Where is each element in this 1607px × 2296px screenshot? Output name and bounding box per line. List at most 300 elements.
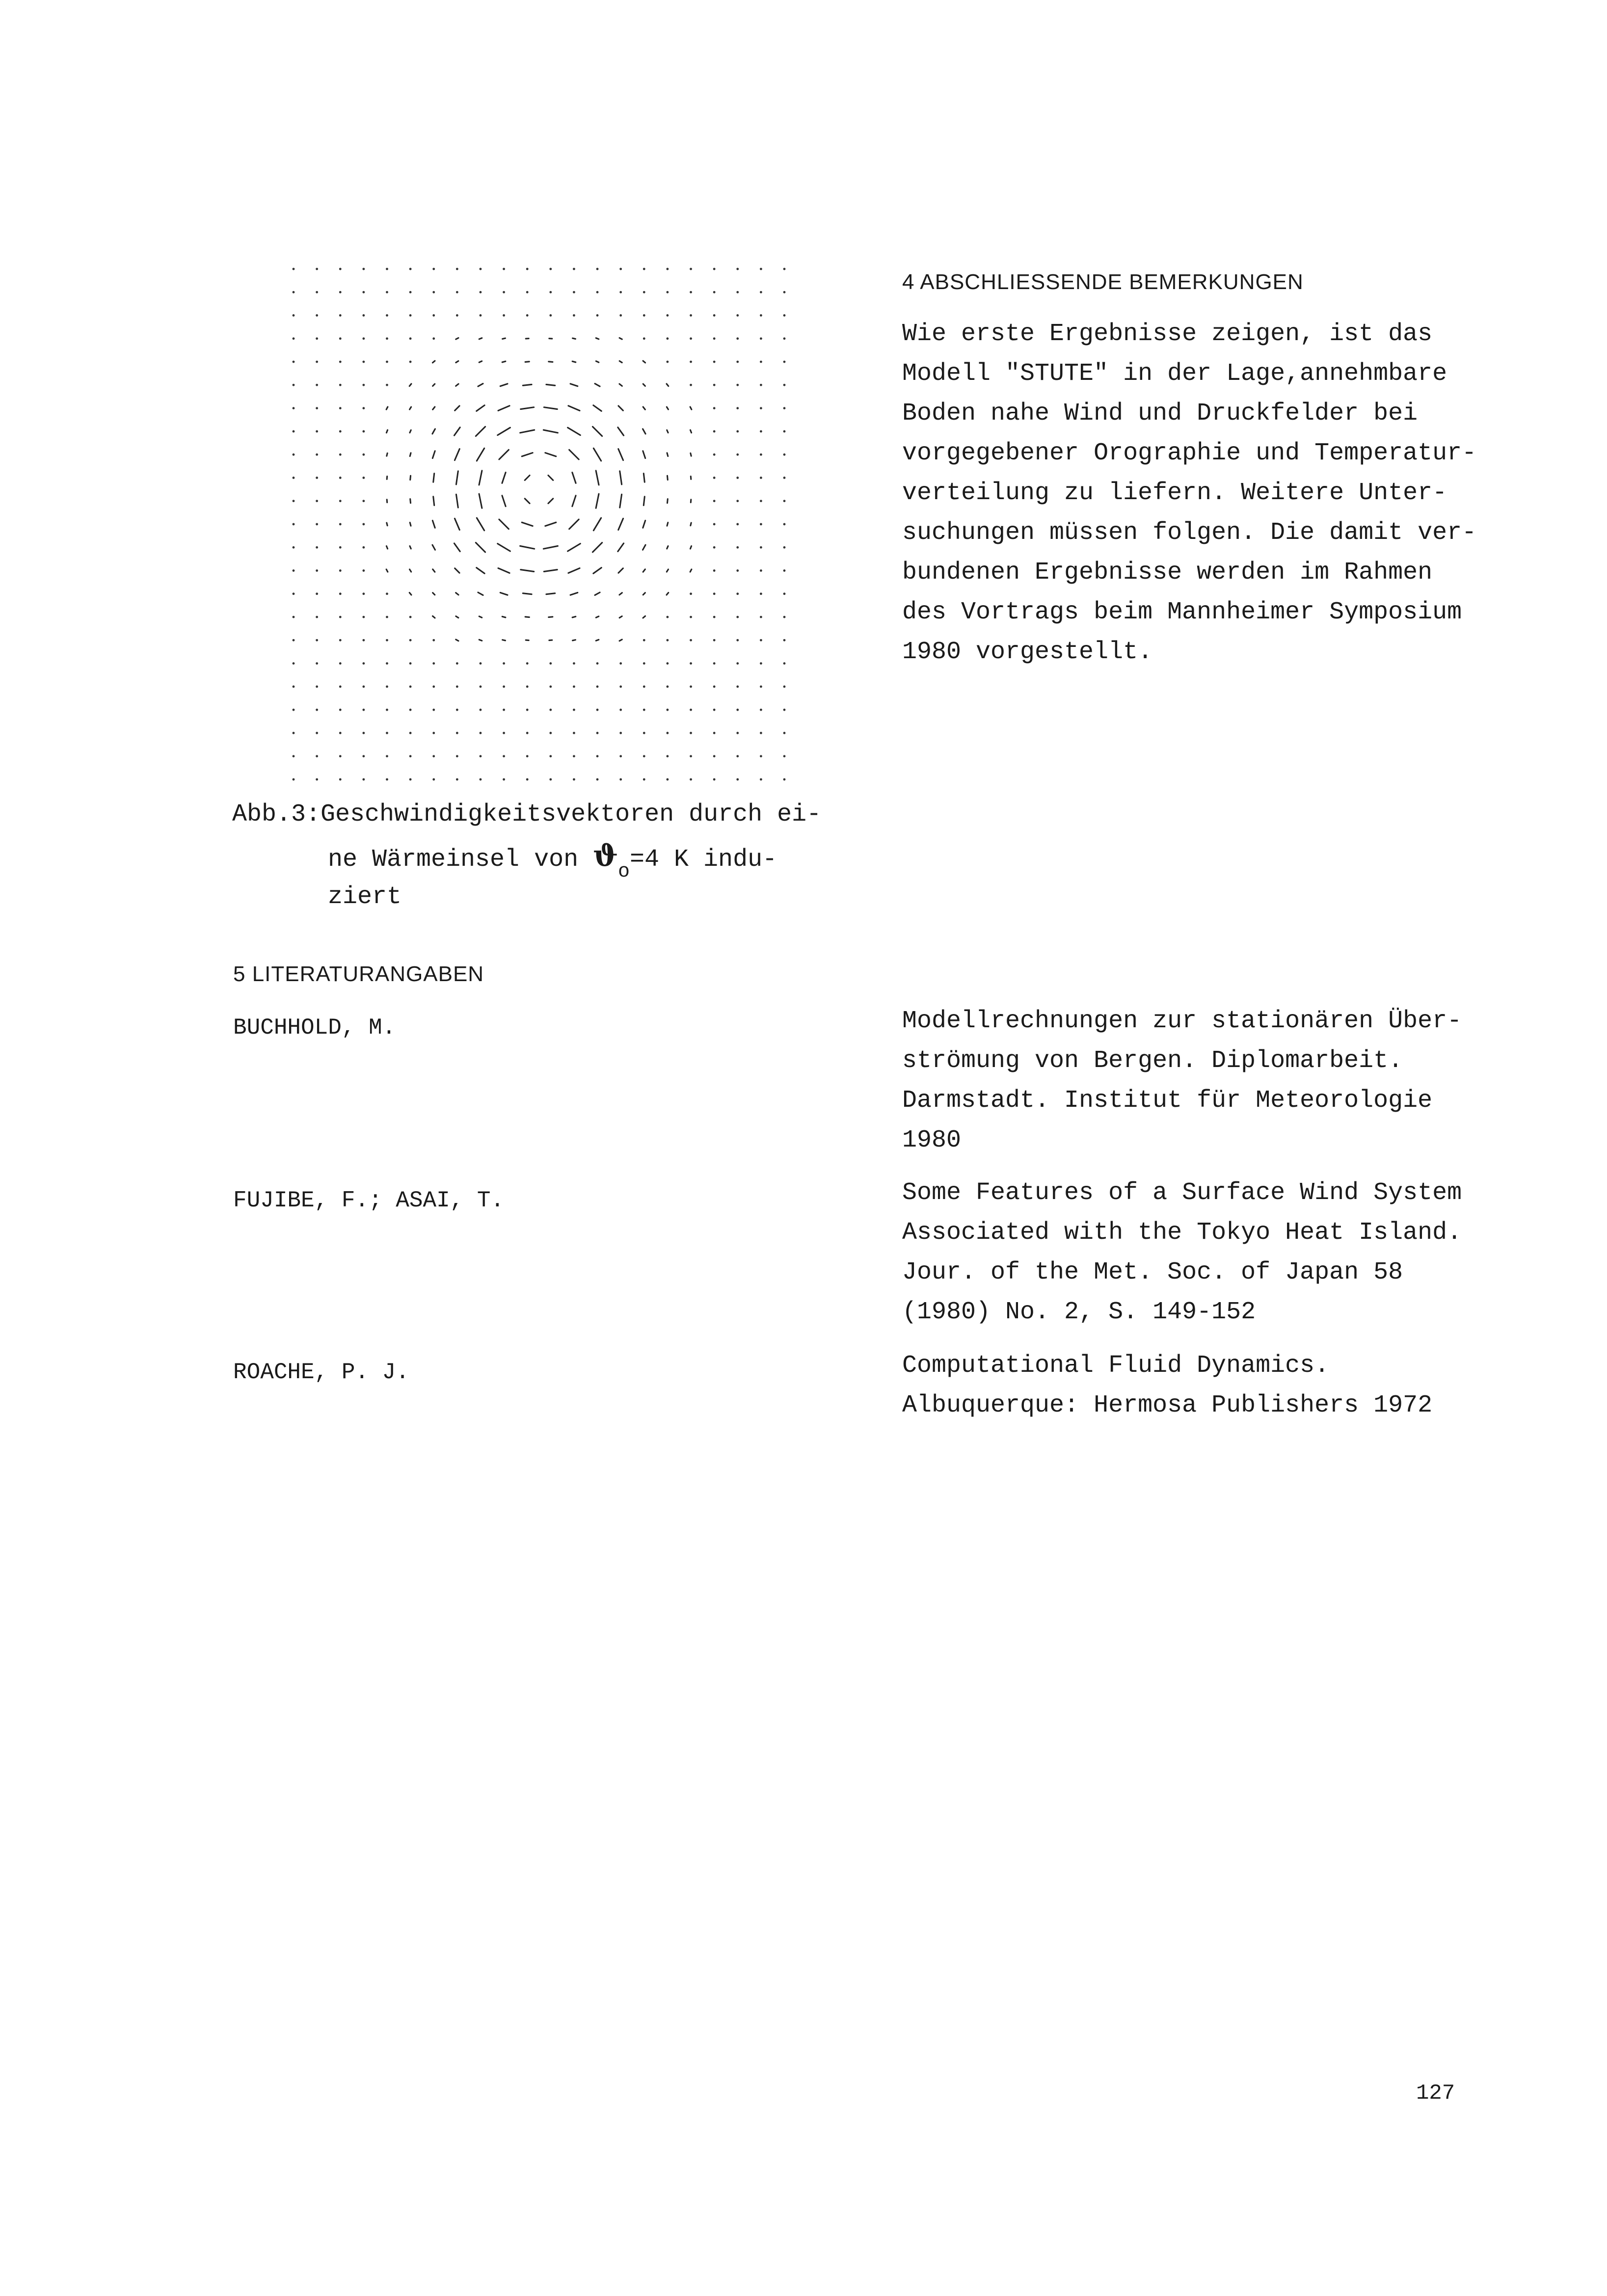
figure-caption-text: Abb.3:Geschwindigkeitsvektoren durch ei- xyxy=(232,801,822,828)
vector-mark xyxy=(526,732,529,734)
vector-mark xyxy=(596,338,599,339)
vector-mark xyxy=(432,709,435,711)
vector-mark xyxy=(736,709,739,711)
vector-mark xyxy=(410,476,411,480)
vector-mark xyxy=(526,314,529,317)
vector-mark xyxy=(456,361,458,363)
vector-mark xyxy=(432,291,435,294)
vector-mark xyxy=(525,476,530,481)
vector-mark xyxy=(386,569,388,572)
vector-mark xyxy=(596,709,599,711)
vector-mark xyxy=(339,361,342,363)
vector-mark xyxy=(498,406,509,411)
vector-mark xyxy=(760,407,762,409)
vector-mark xyxy=(596,686,599,688)
vector-mark xyxy=(521,407,534,409)
vector-mark xyxy=(339,639,342,641)
vector-mark xyxy=(386,778,388,781)
vector-mark xyxy=(479,471,482,485)
vector-mark xyxy=(783,732,786,734)
vector-mark xyxy=(713,592,716,595)
vector-mark xyxy=(316,616,318,618)
vector-mark xyxy=(736,616,739,618)
vector-mark xyxy=(523,384,532,385)
vector-mark xyxy=(456,471,458,484)
vector-mark xyxy=(503,640,506,641)
vector-mark xyxy=(667,778,669,781)
vector-mark xyxy=(573,314,575,317)
vector-mark xyxy=(386,291,388,294)
vector-mark xyxy=(316,639,318,641)
vector-mark xyxy=(667,616,669,618)
vector-mark xyxy=(619,755,622,757)
vector-mark xyxy=(592,427,602,436)
vector-mark xyxy=(643,569,645,572)
vector-mark xyxy=(476,427,485,436)
text-line: Associated with the Tokyo Heat Island. xyxy=(902,1219,1462,1247)
page-number: 127 xyxy=(1416,2081,1455,2106)
vector-mark xyxy=(432,268,435,270)
vector-mark xyxy=(386,268,388,270)
vector-mark xyxy=(713,314,716,317)
figure-caption-line-2 xyxy=(328,835,777,882)
text-line: suchungen müssen folgen. Die damit ver- xyxy=(902,519,1477,547)
vector-mark xyxy=(479,361,482,363)
vector-mark xyxy=(543,546,558,549)
vector-mark xyxy=(569,450,579,459)
vector-mark xyxy=(713,291,716,294)
vector-mark xyxy=(409,709,412,711)
reference-author: ROACHE, P. J. xyxy=(233,1360,409,1385)
vector-mark xyxy=(760,430,762,433)
vector-mark xyxy=(568,427,581,435)
vector-mark xyxy=(339,291,342,294)
vector-mark xyxy=(713,337,716,340)
vector-mark xyxy=(783,709,786,711)
vector-mark xyxy=(643,429,646,434)
vector-mark xyxy=(478,384,483,387)
vector-mark xyxy=(432,778,435,781)
vector-mark xyxy=(432,314,435,317)
vector-mark xyxy=(455,518,459,530)
vector-mark xyxy=(316,500,318,502)
vector-mark xyxy=(690,709,692,711)
vector-mark xyxy=(593,405,602,411)
vector-mark xyxy=(760,523,762,526)
vector-mark xyxy=(736,268,739,270)
vector-mark xyxy=(316,709,318,711)
vector-mark xyxy=(760,686,762,688)
section-4-body xyxy=(902,314,1476,672)
vector-mark xyxy=(736,361,739,363)
vector-mark xyxy=(619,732,622,734)
vector-mark xyxy=(479,616,482,618)
vector-mark xyxy=(526,268,529,270)
vector-mark xyxy=(573,709,575,711)
vector-mark xyxy=(362,430,365,433)
vector-mark xyxy=(667,709,669,711)
vector-mark xyxy=(596,778,599,781)
vector-mark xyxy=(339,709,342,711)
vector-mark xyxy=(596,640,599,641)
vector-mark xyxy=(293,686,295,688)
vector-mark xyxy=(362,569,365,572)
vector-mark xyxy=(479,494,482,508)
vector-mark xyxy=(643,616,645,618)
vector-mark xyxy=(667,337,669,340)
vector-mark xyxy=(480,732,482,734)
vector-mark xyxy=(783,778,786,781)
vector-mark xyxy=(386,592,388,595)
vector-mark xyxy=(502,361,506,362)
text-line: Boden nahe Wind und Druckfelder bei xyxy=(902,400,1418,427)
vector-mark xyxy=(760,477,762,479)
vector-mark xyxy=(736,314,739,317)
vector-mark xyxy=(316,662,318,665)
vector-mark xyxy=(432,662,435,665)
vector-mark xyxy=(690,361,692,363)
vector-mark xyxy=(572,361,576,362)
vector-mark xyxy=(667,291,669,294)
vector-mark xyxy=(409,686,412,688)
vector-mark xyxy=(568,568,580,573)
vector-mark xyxy=(572,496,576,507)
vector-mark xyxy=(713,546,716,549)
vector-mark xyxy=(456,755,458,757)
vector-mark xyxy=(293,778,295,781)
vector-mark xyxy=(456,268,458,270)
vector-mark xyxy=(619,314,622,317)
vector-mark xyxy=(549,640,552,641)
vector-mark xyxy=(432,616,435,618)
vector-mark xyxy=(409,337,412,340)
vector-mark xyxy=(526,662,529,665)
vector-mark xyxy=(573,755,575,757)
vector-mark xyxy=(293,407,295,409)
vector-mark xyxy=(549,662,552,665)
vector-mark xyxy=(596,494,599,508)
vector-mark xyxy=(316,569,318,572)
vector-mark xyxy=(523,593,532,594)
vector-mark xyxy=(760,314,762,317)
vector-mark xyxy=(690,732,692,734)
vector-mark xyxy=(736,569,739,572)
vector-mark xyxy=(713,732,716,734)
vector-mark xyxy=(409,778,412,781)
vector-mark xyxy=(783,755,786,757)
vector-mark xyxy=(545,522,556,526)
vector-mark xyxy=(643,407,645,410)
vector-mark xyxy=(409,268,412,270)
vector-mark xyxy=(736,639,739,641)
vector-mark xyxy=(386,546,387,549)
vector-mark xyxy=(432,755,435,757)
vector-mark xyxy=(667,755,669,757)
vector-mark xyxy=(549,686,552,688)
vector-mark xyxy=(760,500,762,502)
vector-mark xyxy=(548,476,553,481)
vector-mark xyxy=(643,361,645,363)
vector-mark xyxy=(499,450,509,459)
vector-mark xyxy=(526,778,529,781)
vector-mark xyxy=(362,709,365,711)
figure-caption-text: ziert xyxy=(328,883,402,911)
vector-mark xyxy=(503,314,505,317)
vector-mark xyxy=(432,686,435,688)
vector-mark xyxy=(339,523,342,526)
vector-mark xyxy=(736,500,739,502)
vector-mark xyxy=(549,755,552,757)
vector-mark xyxy=(456,384,459,386)
text-line: Wie erste Ergebnisse zeigen, ist das xyxy=(902,320,1433,348)
vector-mark xyxy=(339,337,342,340)
vector-mark xyxy=(760,546,762,549)
vector-mark xyxy=(316,778,318,781)
vector-mark xyxy=(316,546,318,549)
text-line: 1980 vorgestellt. xyxy=(902,638,1153,666)
vector-mark xyxy=(339,686,342,688)
vector-mark xyxy=(339,500,342,502)
vector-mark xyxy=(736,778,739,781)
vector-mark xyxy=(339,407,342,409)
vector-mark xyxy=(362,454,365,456)
vector-mark xyxy=(619,593,622,595)
vector-mark xyxy=(522,453,533,456)
vector-mark xyxy=(316,268,318,270)
vector-mark xyxy=(667,314,669,317)
text-line: Albuquerque: Hermosa Publishers 1972 xyxy=(902,1391,1433,1419)
vector-mark xyxy=(293,546,295,549)
vector-mark xyxy=(521,570,534,572)
vector-mark xyxy=(454,543,460,552)
vector-mark xyxy=(293,291,295,294)
vector-mark xyxy=(713,709,716,711)
vector-mark xyxy=(736,732,739,734)
vector-mark xyxy=(619,384,622,386)
vector-mark xyxy=(386,616,388,618)
vector-mark xyxy=(783,291,786,294)
vector-mark xyxy=(570,592,578,595)
vector-mark xyxy=(736,662,739,665)
vector-mark xyxy=(643,268,645,270)
text-line: bundenen Ergebnisse werden im Rahmen xyxy=(902,559,1433,587)
text-line: Modellrechnungen zur stationären Über- xyxy=(902,1007,1462,1035)
vector-mark xyxy=(503,338,506,339)
vector-mark xyxy=(362,268,365,270)
vector-mark xyxy=(690,755,692,757)
vector-mark xyxy=(620,494,622,507)
vector-mark xyxy=(690,314,692,317)
vector-mark xyxy=(409,361,412,363)
vector-mark xyxy=(549,778,552,781)
vector-mark xyxy=(783,616,786,618)
vector-mark xyxy=(502,616,506,617)
vector-mark xyxy=(480,662,482,665)
vector-mark xyxy=(339,732,342,734)
vector-mark xyxy=(293,361,295,363)
vector-mark xyxy=(618,518,623,530)
reference-entry xyxy=(902,1173,1462,1332)
reference-entry xyxy=(902,1001,1462,1160)
vector-mark xyxy=(690,592,692,595)
vector-mark xyxy=(362,291,365,294)
vector-mark xyxy=(783,546,786,549)
vector-mark xyxy=(643,778,645,781)
vector-mark xyxy=(643,639,645,641)
vector-mark xyxy=(526,640,529,641)
vector-mark xyxy=(500,592,508,595)
vector-mark xyxy=(783,569,786,572)
vector-mark xyxy=(573,338,576,339)
vector-mark xyxy=(643,732,645,734)
vector-mark xyxy=(454,427,460,436)
vector-mark xyxy=(595,384,600,387)
theta-symbol: ϑ xyxy=(593,839,618,873)
vector-mark xyxy=(690,430,691,433)
vector-mark xyxy=(339,616,342,618)
vector-mark xyxy=(572,616,576,617)
vector-mark xyxy=(760,291,762,294)
vector-mark xyxy=(502,496,506,507)
vector-mark xyxy=(549,268,552,270)
vector-mark xyxy=(293,709,295,711)
vector-mark xyxy=(548,499,553,504)
vector-mark xyxy=(410,430,411,432)
vector-mark xyxy=(783,500,786,502)
vector-mark xyxy=(546,593,555,594)
vector-mark xyxy=(525,499,530,504)
figure-caption-text: =4 K indu- xyxy=(630,846,777,874)
vector-mark xyxy=(293,639,295,641)
vector-mark xyxy=(667,430,668,432)
vector-mark xyxy=(549,709,552,711)
vector-mark xyxy=(477,448,484,461)
vector-mark xyxy=(783,454,786,456)
vector-mark xyxy=(362,639,365,641)
text-line: Computational Fluid Dynamics. xyxy=(902,1352,1330,1380)
vector-mark xyxy=(619,640,622,641)
vector-mark xyxy=(316,477,318,479)
figure-caption-line-1 xyxy=(232,794,821,835)
vector-mark xyxy=(619,662,622,665)
vector-mark xyxy=(316,686,318,688)
vector-mark xyxy=(619,361,622,363)
vector-mark xyxy=(432,361,435,363)
vector-mark xyxy=(293,616,295,618)
vector-mark xyxy=(572,473,576,483)
vector-mark xyxy=(573,778,575,781)
vector-mark xyxy=(667,453,668,456)
text-line: des Vortrags beim Mannheimer Symposium xyxy=(902,598,1462,626)
vector-mark xyxy=(690,569,692,572)
theta-subscript: o xyxy=(618,861,630,883)
vector-mark xyxy=(736,592,739,595)
vector-mark xyxy=(783,639,786,641)
vector-mark xyxy=(667,384,669,386)
vector-mark xyxy=(593,448,601,461)
vector-mark xyxy=(456,616,458,618)
vector-mark xyxy=(409,662,412,665)
vector-mark xyxy=(549,291,552,294)
vector-mark xyxy=(643,662,645,665)
vector-mark xyxy=(456,314,458,317)
vector-mark xyxy=(316,430,318,433)
vector-mark xyxy=(362,314,365,317)
vector-mark xyxy=(736,523,739,526)
vector-mark xyxy=(432,545,435,550)
vector-mark xyxy=(619,338,622,339)
vector-mark xyxy=(503,686,505,688)
text-line: 1980 xyxy=(902,1126,962,1154)
vector-mark xyxy=(479,338,482,339)
vector-mark xyxy=(520,546,535,549)
vector-mark xyxy=(783,361,786,363)
vector-mark xyxy=(570,384,578,386)
vector-mark xyxy=(595,592,600,595)
vector-mark xyxy=(713,755,716,757)
vector-mark xyxy=(433,569,435,572)
vector-mark xyxy=(502,473,506,483)
vector-mark xyxy=(498,427,510,435)
vector-mark xyxy=(410,407,411,409)
vector-mark xyxy=(783,314,786,317)
vector-mark xyxy=(293,454,295,456)
vector-mark xyxy=(409,593,411,595)
vector-mark xyxy=(339,430,342,433)
vector-mark xyxy=(643,291,645,294)
vector-mark xyxy=(568,544,581,551)
text-line: vorgegebener Orographie und Temperatur- xyxy=(902,439,1477,467)
vector-mark xyxy=(503,709,505,711)
text-line: Modell "STUTE" in der Lage,annehmbare xyxy=(902,360,1447,388)
vector-mark xyxy=(477,568,485,574)
vector-mark xyxy=(667,732,669,734)
vector-mark xyxy=(569,519,579,529)
vector-mark xyxy=(643,337,645,340)
vector-mark xyxy=(544,407,557,409)
vector-mark xyxy=(316,384,318,386)
vector-mark xyxy=(760,639,762,641)
vector-mark xyxy=(713,384,716,386)
vector-mark xyxy=(339,546,342,549)
vector-mark xyxy=(690,384,692,386)
vector-mark xyxy=(362,662,365,665)
vector-mark xyxy=(760,384,762,386)
vector-mark xyxy=(316,291,318,294)
vector-mark xyxy=(783,430,786,433)
vector-mark xyxy=(667,686,669,688)
section-4-heading: 4 ABSCHLIESSENDE BEMERKUNGEN xyxy=(902,270,1304,294)
vector-mark xyxy=(760,569,762,572)
vector-mark xyxy=(409,616,412,618)
vector-mark xyxy=(456,778,458,781)
vector-mark xyxy=(643,545,646,550)
vector-mark xyxy=(549,732,552,734)
vector-mark xyxy=(667,361,669,363)
vector-mark xyxy=(293,523,295,526)
vector-mark xyxy=(667,639,669,641)
text-line: (1980) No. 2, S. 149-152 xyxy=(902,1298,1256,1326)
vector-mark xyxy=(386,430,387,433)
vector-mark xyxy=(643,451,645,458)
vector-mark xyxy=(476,543,485,552)
vector-mark xyxy=(760,361,762,363)
vector-mark xyxy=(503,732,505,734)
vector-mark xyxy=(667,662,669,665)
vector-mark xyxy=(690,546,691,549)
vector-mark xyxy=(618,449,623,460)
vector-mark xyxy=(736,337,739,340)
